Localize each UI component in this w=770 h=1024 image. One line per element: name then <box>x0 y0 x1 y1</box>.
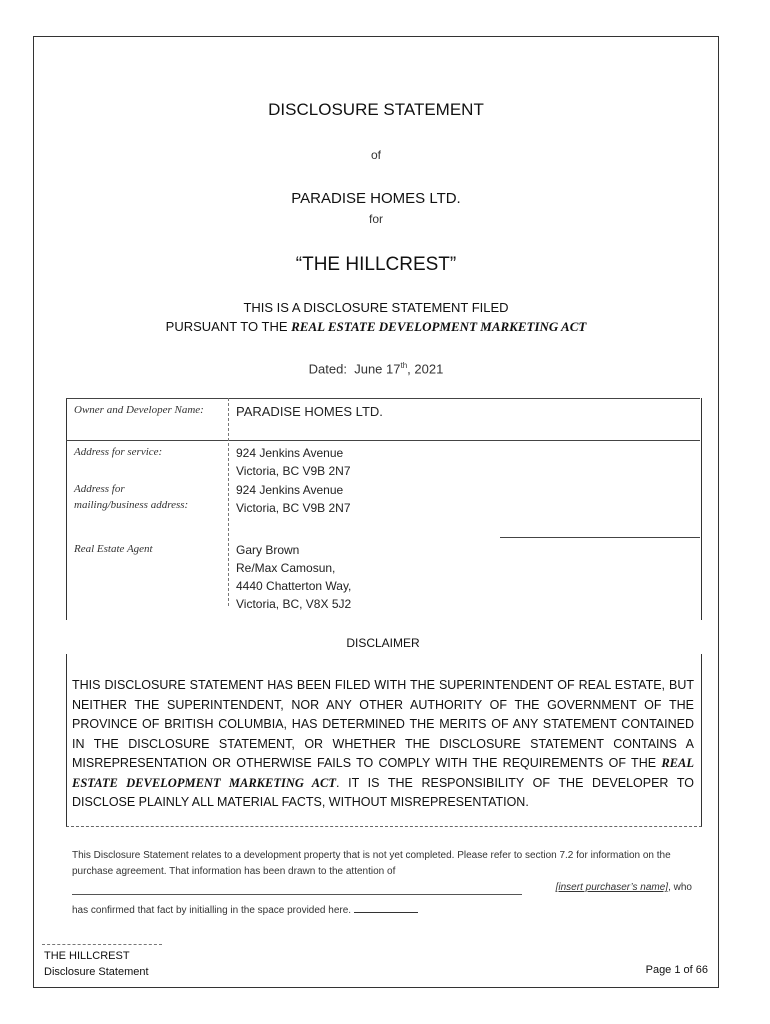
for-text: for <box>368 212 383 226</box>
disclaimer-body-part-1: THIS DISCLOSURE STATEMENT HAS BEEN FILED WITH THE SUPERINTENDENT OF REAL ESTATE, BUT NEITHER THE SUPERINTENDENT, NOR ANY OTHER AUTHORITY OF THE GOVERNMENT OF THE PROVINCE OF BRITISH COLUMBIA, HAS DETERMINED THE MERITS OF ANY STATEMENT CONTAINED IN THE DISCLOSURE STATEMENT, OR WHETHER THE DISCLOSURE STATEMENT CONTAINS A MISREPRESENTATION OR OTHERWISE FAILS TO COMPLY WITH THE REQUIREMENTS OF THE <box>72 678 694 770</box>
agent-line-1: Gary Brown <box>236 543 300 557</box>
purchaser-notice-line-3-text: has confirmed that fact by initialling in the space provided here. <box>72 905 352 916</box>
filed-line-2 <box>33 319 719 335</box>
dated-line <box>33 361 719 376</box>
dated-value: June 17 <box>354 361 401 377</box>
disclaimer-title: DISCLAIMER <box>346 636 420 650</box>
purchaser-notice-line-2 <box>72 880 692 896</box>
dated-suffix: th <box>400 361 408 370</box>
mailing-address-label-2: mailing/business address: <box>74 499 189 511</box>
document-title: DISCLOSURE STATEMENT <box>268 100 484 119</box>
filed-line-2-prefix: PURSUANT TO THE <box>165 319 288 334</box>
footer-project: THE HILLCREST <box>44 950 130 962</box>
disclaimer-body-part-2: . IT IS THE RESPONSIBILITY OF THE DEVELOPER TO DISCLOSE PLAINLY ALL MATERIAL FACTS, WITHOUT MISREPRESENTATION. <box>72 775 694 809</box>
table-top-rule <box>66 398 700 399</box>
footer-rule <box>42 944 162 945</box>
of-text: of <box>370 148 381 162</box>
filed-line-1: THIS IS A DISCLOSURE STATEMENT FILED <box>243 300 509 315</box>
mailing-address-line-2: Victoria, BC V9B 2N7 <box>236 501 351 515</box>
dated-label: Dated: <box>308 361 347 377</box>
mailing-address-label-1: Address for <box>74 483 125 495</box>
table-column-divider <box>228 398 229 606</box>
footer-page-number: Page 1 of 66 <box>645 964 708 976</box>
purchaser-notice-suffix: , who <box>668 882 692 893</box>
purchaser-notice-line-3 <box>72 902 702 919</box>
agent-line-3: 4440 Chatterton Way, <box>236 579 352 593</box>
initial-blank[interactable] <box>354 902 418 913</box>
service-address-line-1: 924 Jenkins Avenue <box>236 446 344 460</box>
purchaser-name-placeholder: [insert purchaser’s name] <box>555 882 669 893</box>
agent-line-2: Re/Max Camosun, <box>236 561 336 575</box>
table-row-rule <box>500 537 700 538</box>
project-name: “THE HILLCREST” <box>295 254 457 275</box>
agent-label: Real Estate Agent <box>74 543 153 555</box>
mailing-address-line-1: 924 Jenkins Avenue <box>236 483 344 497</box>
disclaimer-act-name: REAL ESTATE DEVELOPMENT MARKETING ACT <box>72 756 694 790</box>
dated-year: , 2021 <box>407 361 444 377</box>
purchaser-notice-line-1: This Disclosure Statement relates to a development property that is not yet completed. Please refer to section 7.2 for information on the purchase agreement. That information has been drawn to the attention of <box>72 850 671 877</box>
footer-document: Disclosure Statement <box>44 966 149 978</box>
owner-value: PARADISE HOMES LTD. <box>236 404 383 419</box>
service-address-label: Address for service: <box>74 446 163 458</box>
agent-line-4: Victoria, BC, V8X 5J2 <box>236 597 352 611</box>
filed-line-2-act: REAL ESTATE DEVELOPMENT MARKETING ACT <box>291 319 587 334</box>
table-row-rule <box>66 440 700 441</box>
disclaimer-body <box>72 676 694 813</box>
owner-label: Owner and Developer Name: <box>74 404 204 416</box>
developer-name: PARADISE HOMES LTD. <box>291 190 461 207</box>
service-address-line-2: Victoria, BC V9B 2N7 <box>236 464 351 478</box>
